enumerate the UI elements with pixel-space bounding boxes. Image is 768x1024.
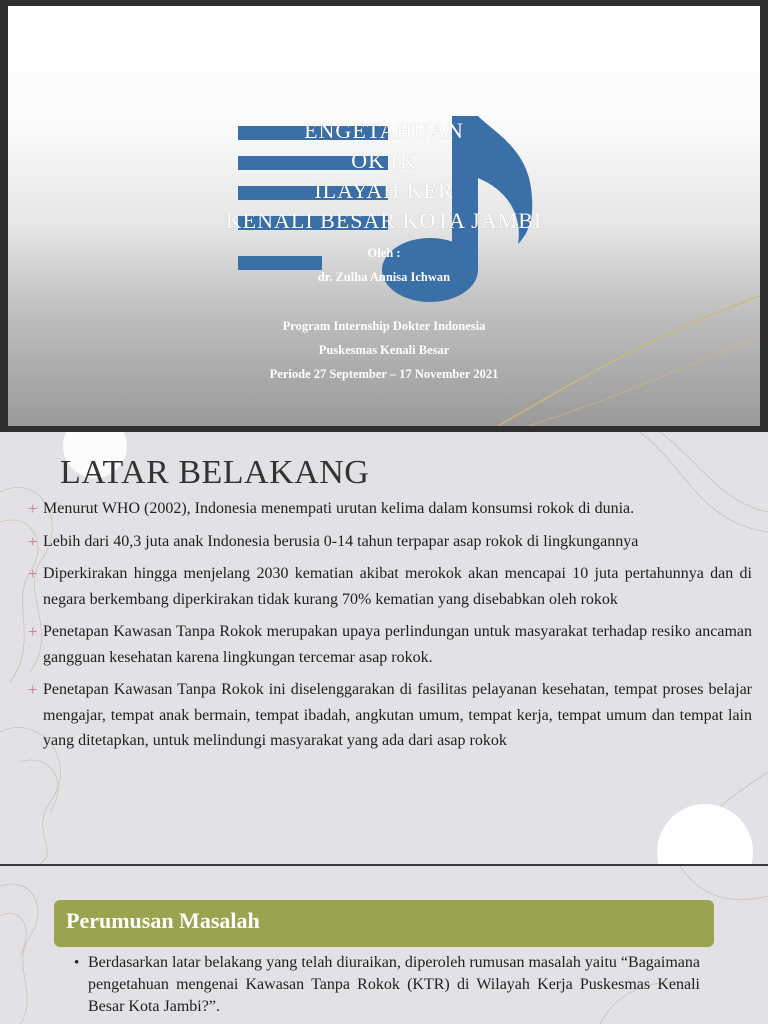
bullet-item bbox=[28, 529, 752, 555]
bullet-dot-icon: • bbox=[74, 955, 80, 971]
problem-statement bbox=[74, 952, 700, 1018]
title-line-4: KENALI BESAR KOTA JAMBI bbox=[225, 208, 543, 233]
title-line-3: ILAYAH KER bbox=[314, 178, 454, 203]
bullet-text: Penetapan Kawasan Tanpa Rokok ini diselenggarakan di fasilitas pelayanan kesehatan, tempat proses belajar mengajar, tempat anak bermain, tempat ibadah, angkutan umum, tempat kerja, tempat umum dan tempat lain yang ditetapkan, untuk melindungi masyarakat yang ada dari asap rokok bbox=[43, 681, 752, 749]
periode-text: Periode 27 September – 17 November 2021 bbox=[269, 367, 499, 381]
title-line-2: OK (K bbox=[351, 148, 417, 173]
title-slide-background bbox=[8, 6, 760, 426]
perumusan-masalah-slide bbox=[0, 866, 768, 1024]
title-line-1: ENGETAHUAN bbox=[304, 118, 464, 143]
bullet-item bbox=[28, 496, 752, 522]
latar-belakang-slide bbox=[0, 432, 768, 864]
bullet-text: Lebih dari 40,3 juta anak Indonesia berusia 0-14 tahun terpapar asap rokok di lingkungannya bbox=[43, 532, 639, 550]
bullet-text: Menurut WHO (2002), Indonesia menempati urutan kelima dalam konsumsi rokok di dunia. bbox=[43, 500, 635, 517]
plus-bullet-icon: + bbox=[28, 499, 38, 518]
bullet-text: Penetapan Kawasan Tanpa Rokok merupakan upaya perlindungan untuk masyarakat terhadap resiko ancaman gangguan kesehatan karena lingkungan tercemar asap rokok. bbox=[43, 623, 752, 666]
problem-text: Berdasarkan latar belakang yang telah diuraikan, diperoleh rumusan masalah yaitu “Bagaimana pengetahuan mengenai Kawasan Tanpa Rokok (KTR) di Wilayah Kerja Puskesmas Kenali Besar Kota Jambi?”. bbox=[88, 954, 700, 1015]
slide-title: LATAR BELAKANG bbox=[60, 454, 370, 491]
bullet-item bbox=[28, 619, 752, 670]
oleh-label: Oleh : bbox=[367, 246, 401, 260]
program-name: Program Internship Dokter Indonesia bbox=[282, 319, 486, 333]
author-name: dr. Zulha Annisa Ichwan bbox=[317, 270, 451, 284]
bullet-list bbox=[28, 496, 752, 761]
bullet-item bbox=[28, 561, 752, 612]
plus-bullet-icon: + bbox=[28, 564, 38, 583]
section-header: Perumusan Masalah bbox=[54, 900, 714, 947]
plus-bullet-icon: + bbox=[28, 531, 38, 551]
title-slide bbox=[0, 0, 768, 432]
puskesmas-name: Puskesmas Kenali Besar bbox=[318, 343, 450, 357]
plus-bullet-icon: + bbox=[28, 622, 38, 641]
bullet-text: Diperkirakan hingga menjelang 2030 kematian akibat merokok akan mencapai 10 juta pertahunnya dan di negara berkembang diperkirakan tidak kurang 70% kematian yang disebabkan oleh rokok bbox=[43, 565, 752, 608]
bullet-item bbox=[28, 677, 752, 754]
plus-bullet-icon: + bbox=[28, 680, 38, 699]
